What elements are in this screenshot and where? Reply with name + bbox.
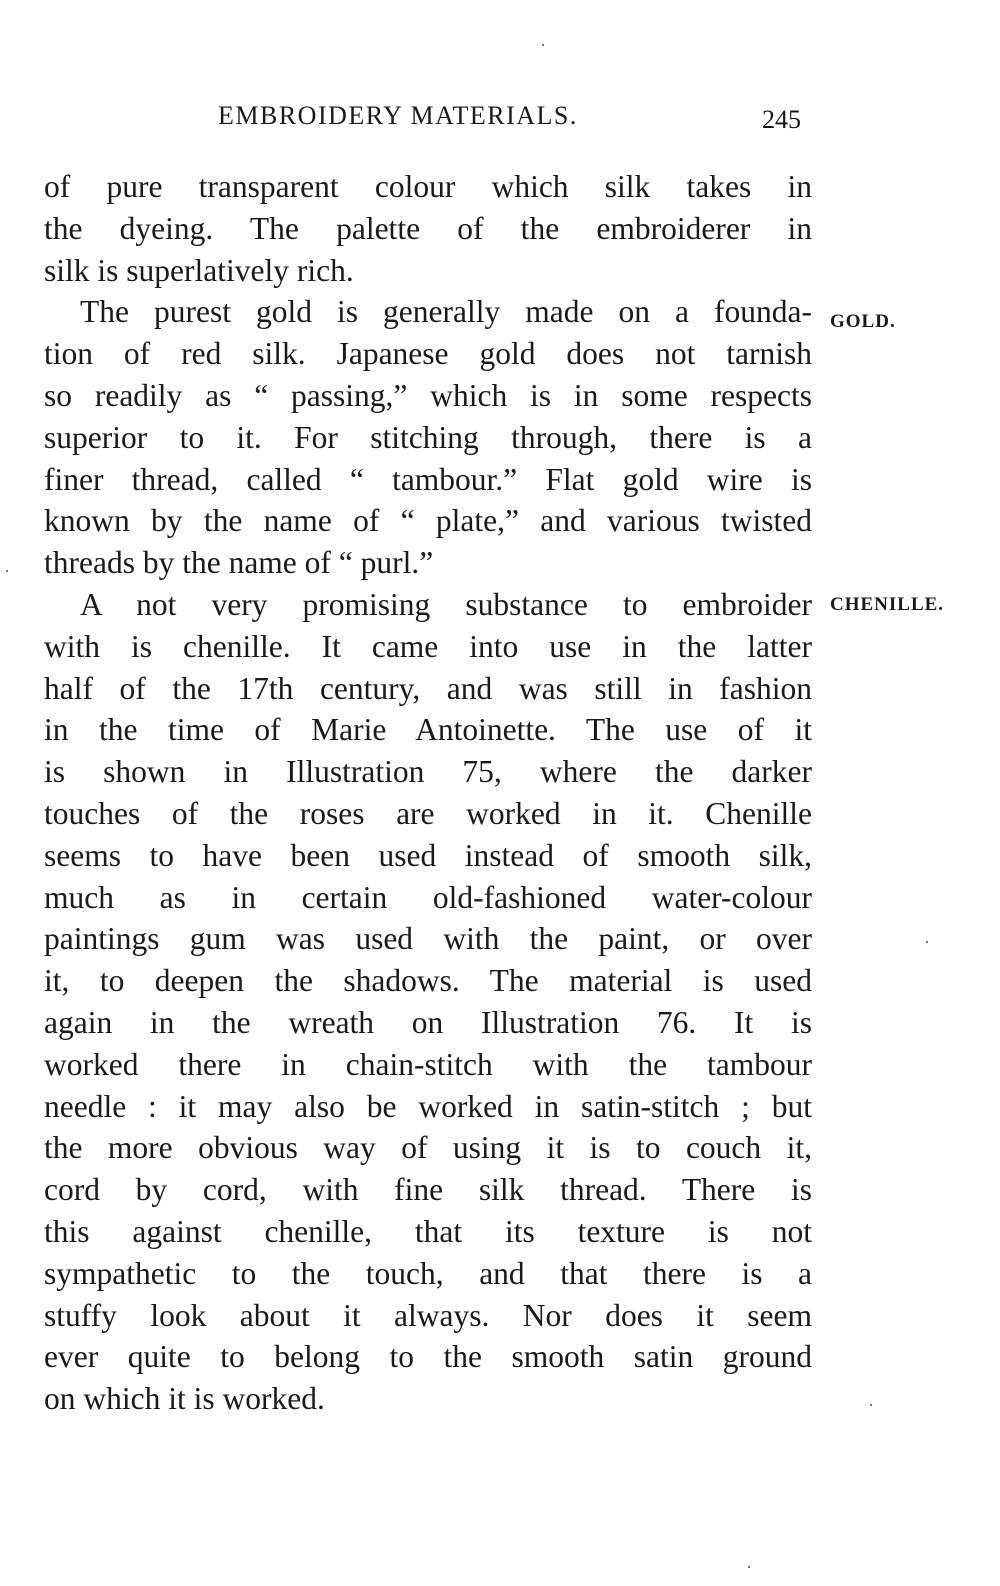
margin-note-chenille: CHENILLE. (830, 594, 945, 615)
text-line: The purest gold is generally made on a founda- (80, 294, 812, 330)
text-line: A not very promising substance to embroider (80, 586, 812, 622)
text-line: with is chenille. It came into use in the latter (44, 628, 812, 664)
margin-note-gold: GOLD. (830, 311, 896, 332)
text-line: tion of red silk. Japanese gold does not tarnish (44, 336, 812, 372)
text-line: is shown in Illustration 75, where the darker (44, 754, 812, 790)
text-line: in the time of Marie Antoinette. The use of it (44, 712, 812, 748)
text-line: silk is superlatively rich. (44, 252, 354, 288)
text-line: on which it is worked. (44, 1381, 325, 1417)
text-line: cord by cord, with fine silk thread. There is (44, 1172, 812, 1208)
text-line: much as in certain old-fashioned water-colour (44, 879, 812, 915)
scan-speck (6, 570, 8, 572)
scan-speck (926, 941, 928, 943)
text-line: sympathetic to the touch, and that there is a (44, 1255, 812, 1291)
text-line: threads by the name of “ purl.” (44, 545, 434, 581)
text-line: superior to it. For stitching through, there is a (44, 419, 812, 455)
text-line: worked there in chain-stitch with the tambour (44, 1046, 812, 1082)
text-line: stuffy look about it always. Nor does it seem (44, 1297, 812, 1333)
text-line: touches of the roses are worked in it. Chenille (44, 795, 812, 831)
text-line: the dyeing. The palette of the embroiderer in (44, 210, 812, 246)
text-line: it, to deepen the shadows. The material is used (44, 963, 812, 999)
text-line: so readily as “ passing,” which is in some respects (44, 377, 812, 413)
text-line: again in the wreath on Illustration 76. It is (44, 1004, 812, 1040)
text-line: needle : it may also be worked in satin-stitch ; but (44, 1088, 812, 1124)
text-line: the more obvious way of using it is to couch it, (44, 1130, 812, 1166)
text-line: of pure transparent colour which silk takes in (44, 169, 812, 204)
scan-speck (748, 1566, 750, 1568)
text-line: ever quite to belong to the smooth satin ground (44, 1339, 812, 1375)
text-line: known by the name of “ plate,” and various twisted (44, 503, 812, 539)
page-number: 245 (762, 105, 801, 134)
running-head (0, 96, 1000, 136)
text-line: this against chenille, that its texture is not (44, 1213, 812, 1249)
body-text (44, 166, 812, 1420)
text-line: finer thread, called “ tambour.” Flat gold wire is (44, 461, 812, 497)
scan-speck (542, 44, 544, 46)
running-title: EMBROIDERY MATERIALS. (218, 101, 578, 130)
text-line: paintings gum was used with the paint, or over (44, 921, 812, 957)
text-line: half of the 17th century, and was still in fashion (44, 670, 812, 706)
text-line: seems to have been used instead of smooth silk, (44, 837, 812, 873)
scan-speck (870, 1404, 872, 1406)
